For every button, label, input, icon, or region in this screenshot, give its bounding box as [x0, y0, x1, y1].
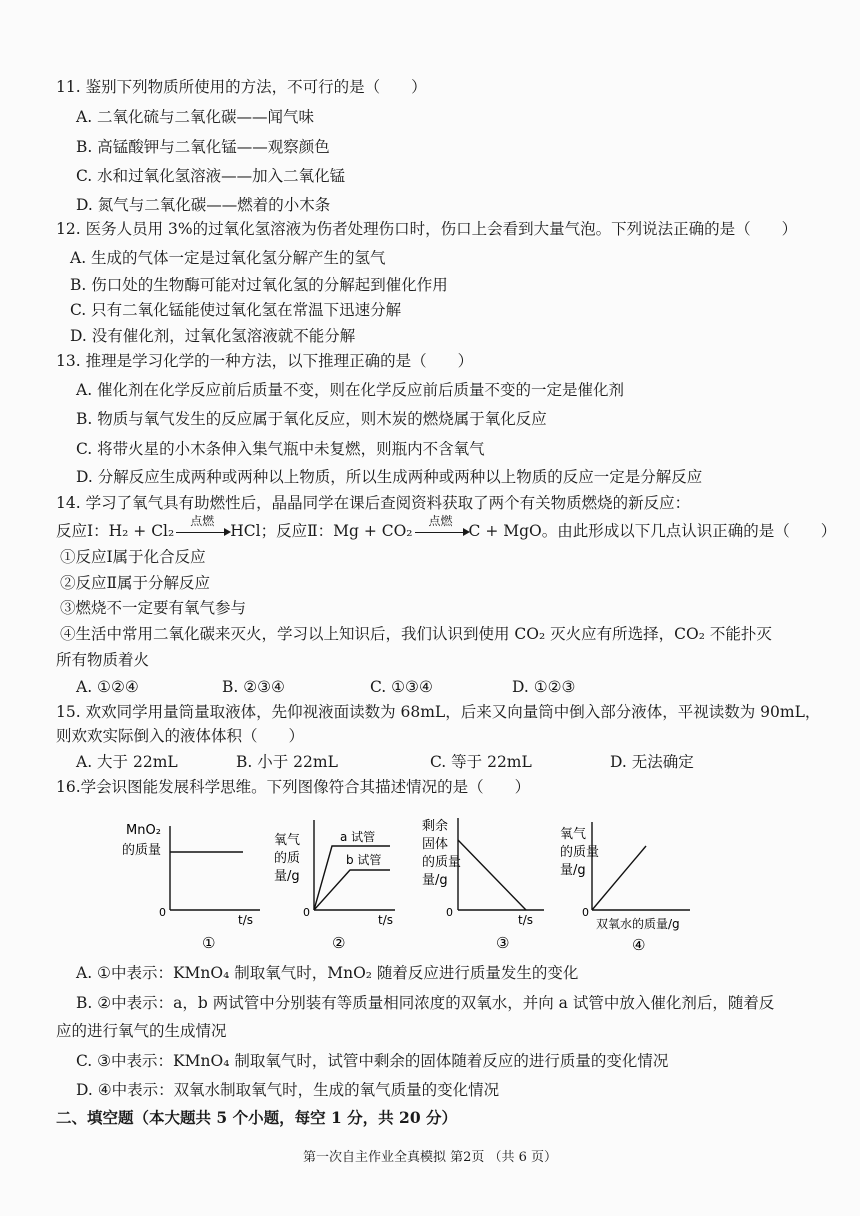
q11-option-a: A. 二氧化硫与二氧化碳——闻气味: [76, 108, 315, 126]
q14-stem: 14. 学习了氧气具有助燃性后，晶晶同学在课后查阅资料获取了两个有关物质燃烧的新反应：: [56, 494, 691, 512]
graph-4-number: ④: [632, 936, 646, 953]
graph-3-number: ③: [496, 934, 510, 952]
q11-option-b: B. 高锰酸钾与二氧化锰——观察颜色: [76, 138, 330, 156]
q15-stem-cont: 则欢欢实际倒入的液体体积（ ）: [56, 727, 305, 745]
q16-stem: 16.学会识图能发展科学思维。下列图像符合其描述情况的是（ ）: [56, 778, 531, 796]
graph-2-xlabel: t/s: [378, 913, 393, 927]
q16-option-d: D. ④中表示：双氧水制取氧气时，生成的氧气质量的变化情况: [76, 1081, 500, 1099]
graph-1-number: ①: [202, 934, 216, 952]
q14-item-3: ③燃烧不一定要有氧气参与: [60, 599, 247, 617]
graph-3-ylabel-2: 固体: [422, 837, 449, 852]
q11-option-c: C. 水和过氧化氢溶液——加入二氧化锰: [76, 167, 346, 185]
section-2-heading: 二、填空题（本大题共 5 个小题，每空 1 分，共 20 分）: [56, 1108, 458, 1127]
graph-1-ylabel-2: 的质量: [122, 843, 162, 858]
reaction-1-product: HCl；反应Ⅱ：Mg + CO₂: [230, 522, 413, 540]
graph-2-number: ②: [332, 934, 346, 952]
q16-option-b-cont: 应的进行氧气的生成情况: [56, 1022, 227, 1040]
graph-4: [556, 818, 696, 957]
q12-stem: 12. 医务人员用 3%的过氧化氢溶液为伤者处理伤口时，伤口上会看到大量气泡。下列说法正确的是（ ）: [56, 220, 798, 238]
graph-3-origin: 0: [446, 906, 453, 919]
graph-2-origin: 0: [303, 906, 310, 919]
q14-item-2: ②反应Ⅱ属于分解反应: [60, 574, 211, 592]
q13-option-a: A. 催化剂在化学反应前后质量不变，则在化学反应前后质量不变的一定是催化剂: [76, 381, 625, 399]
graph-4-line: [592, 846, 646, 910]
graph-1-origin: 0: [159, 906, 166, 919]
q11-option-d: D. 氮气与二氧化碳——燃着的小木条: [76, 196, 331, 214]
q16-option-b: B. ②中表示：a，b 两试管中分别装有等质量相同浓度的双氧水，并向 a 试管中放入催化剂后，随着反: [76, 994, 775, 1012]
graph-1: [118, 818, 268, 957]
q13-option-b: B. 物质与氧气发生的反应属于氧化反应，则木炭的燃烧属于氧化反应: [76, 410, 547, 428]
q15-option-b: B. 小于 22mL: [236, 753, 338, 771]
q14-item-4-cont: 所有物质着火: [56, 651, 150, 669]
q12-option-d: D. 没有催化剂，过氧化氢溶液就不能分解: [70, 327, 356, 345]
q12-option-a: A. 生成的气体一定是过氧化氢分解产生的氢气: [70, 249, 386, 267]
q16-option-a: A. ①中表示：KMnO₄ 制取氧气时，MnO₂ 随着反应进行质量发生的变化: [76, 964, 579, 982]
q13-option-d: D. 分解反应生成两种或两种以上物质，所以生成两种或两种以上物质的反应一定是分解反应: [76, 468, 703, 486]
q15-option-d: D. 无法确定: [610, 753, 694, 771]
reaction-arrow-1: 点燃: [174, 521, 230, 541]
graph-4-ylabel-2: 的质量: [560, 845, 600, 860]
graph-3: [418, 814, 548, 957]
graph-3-ylabel-1: 剩余: [422, 819, 449, 834]
graph-2-ylabel-3: 量/g: [274, 869, 300, 884]
graph-2-tag-b: b 试管: [346, 853, 382, 867]
reaction-1-reactants: 反应Ⅰ：H₂ + Cl₂: [56, 522, 175, 540]
q13-stem: 13. 推理是学习化学的一种方法，以下推理正确的是（ ）: [56, 352, 474, 370]
q11-stem: 11. 鉴别下列物质所使用的方法，不可行的是（ ）: [56, 78, 427, 96]
q12-option-c: C. 只有二氧化锰能使过氧化氢在常温下迅速分解: [70, 301, 402, 319]
q12-option-b: B. 伤口处的生物酶可能对过氧化氢的分解起到催化作用: [70, 276, 448, 294]
q14-item-4: ④生活中常用二氧化碳来灭火，学习以上知识后，我们认识到使用 CO₂ 灭火应有所选择，CO₂ 不能扑灭: [60, 625, 772, 643]
graph-2-line-b: [314, 870, 390, 910]
graph-4-origin: 0: [582, 906, 589, 919]
q14-option-a: A. ①②④: [76, 678, 139, 696]
reaction-2-product: C + MgO。由此形成以下几点认识正确的是（ ）: [468, 522, 837, 540]
q15-stem: 15. 欢欢同学用量筒量取液体，先仰视液面读数为 68mL，后来又向量筒中倒入部分液体，平视读数为 90mL，: [56, 703, 821, 721]
q14-option-b: B. ②③④: [222, 678, 285, 696]
graph-2-tag-a: a 试管: [340, 830, 376, 844]
q14-option-d: D. ①②③: [512, 678, 576, 696]
q13-option-c: C. 将带火星的小木条伸入集气瓶中未复燃，则瓶内不含氧气: [76, 440, 485, 458]
q14-option-c: C. ①③④: [370, 678, 433, 696]
graph-2-ylabel-1: 氧气: [274, 833, 301, 848]
graph-2-ylabel-2: 的质: [274, 851, 301, 866]
q14-item-1: ①反应Ⅰ属于化合反应: [60, 548, 206, 566]
q15-option-a: A. 大于 22mL: [76, 753, 178, 771]
graph-3-line: [458, 840, 526, 910]
graph-2: [270, 818, 400, 957]
graph-4-ylabel-1: 氧气: [560, 827, 587, 842]
graph-3-ylabel-3: 的质量: [422, 855, 462, 870]
q15-option-c: C. 等于 22mL: [430, 753, 532, 771]
q14-reactions: [56, 514, 837, 541]
graph-1-xlabel: t/s: [238, 913, 253, 927]
graph-4-xlabel: 双氧水的质量/g: [596, 917, 680, 931]
reaction-arrow-2: 点燃: [413, 521, 469, 541]
graph-1-ylabel-1: MnO₂: [126, 823, 161, 838]
graph-3-ylabel-4: 量/g: [422, 873, 448, 888]
q16-option-c: C. ③中表示：KMnO₄ 制取氧气时，试管中剩余的固体随着反应的进行质量的变化情况: [76, 1052, 669, 1070]
graph-4-ylabel-3: 量/g: [560, 863, 586, 878]
graph-3-xlabel: t/s: [518, 913, 533, 927]
page-footer: 第一次自主作业全真模拟 第2页 （共 6 页）: [302, 1150, 558, 1165]
